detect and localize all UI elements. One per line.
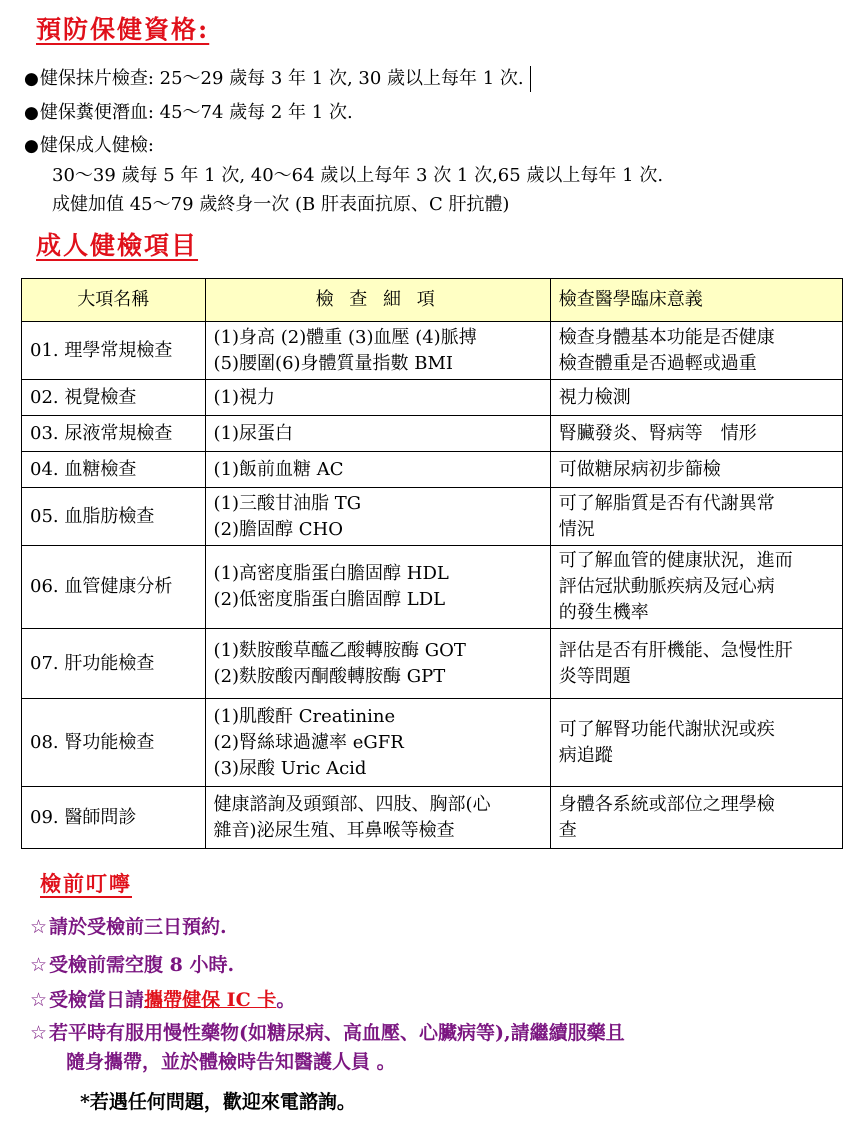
item-detail bbox=[205, 416, 550, 452]
reminder-text: 受檢當日請 bbox=[49, 989, 145, 1011]
detail-line: (1)身高 (2)體重 (3)血壓 (4)脈搏 bbox=[213, 326, 477, 348]
detail-line: 健康諮詢及頭頸部、四肢、胸部(心 bbox=[213, 793, 491, 815]
detail-line: (5)腰圍(6)身體質量指數 BMI bbox=[213, 352, 454, 374]
bullet-icon: ● bbox=[24, 69, 39, 89]
header-category: 大項名稱 bbox=[22, 279, 206, 322]
eligibility-line-text: 健保成人健檢: bbox=[39, 135, 154, 156]
item-category: 03. 尿液常規檢查 bbox=[22, 416, 206, 452]
meaning-line: 可了解脂質是否有代謝異常 bbox=[558, 492, 775, 514]
item-detail bbox=[205, 322, 550, 380]
reminder-medication bbox=[30, 1018, 625, 1045]
table-row bbox=[22, 452, 843, 488]
item-category: 06. 血管健康分析 bbox=[22, 546, 206, 629]
item-detail bbox=[205, 452, 550, 488]
item-category: 08. 腎功能檢查 bbox=[22, 699, 206, 787]
item-meaning bbox=[550, 546, 842, 629]
meaning-line: 查 bbox=[558, 819, 577, 841]
detail-line: (1)尿蛋白 bbox=[213, 422, 294, 444]
reminder-text: 受檢前需空腹 8 小時. bbox=[49, 954, 235, 976]
detail-line: (1)飯前血糖 AC bbox=[213, 458, 344, 480]
eligibility-addon: 成健加值 45～79 歲終身一次 (B 肝表面抗原、C 肝抗體) bbox=[52, 194, 510, 215]
table-row bbox=[22, 322, 843, 380]
header-meaning: 檢查醫學臨床意義 bbox=[550, 279, 842, 322]
table-row bbox=[22, 416, 843, 452]
text-cursor bbox=[530, 66, 531, 92]
meaning-line: 評估是否有肝機能、急慢性肝 bbox=[558, 639, 793, 661]
reminder-text: 若平時有服用慢性藥物(如糖尿病、高血壓、心臟病等),請繼續服藥且 bbox=[49, 1022, 625, 1044]
reminder-appointment bbox=[30, 912, 227, 939]
detail-line: (2)低密度脂蛋白膽固醇 LDL bbox=[213, 589, 446, 610]
item-meaning bbox=[550, 488, 842, 546]
table-row bbox=[22, 546, 843, 629]
eligibility-title: 預防保健資格: bbox=[36, 15, 210, 44]
detail-line: (2)麩胺酸丙酮酸轉胺酶 GPT bbox=[213, 665, 446, 687]
item-meaning bbox=[550, 416, 842, 452]
meaning-line: 可做糖尿病初步篩檢 bbox=[558, 458, 721, 480]
reminder-fasting bbox=[30, 950, 234, 977]
item-detail bbox=[205, 787, 550, 849]
table-row bbox=[22, 629, 843, 699]
item-detail bbox=[205, 699, 550, 787]
reminder-text: 請於受檢前三日預約. bbox=[49, 916, 227, 938]
meaning-line: 病追蹤 bbox=[558, 744, 613, 766]
meaning-line: 可了解血管的健康狀況，進而 bbox=[558, 550, 793, 571]
item-meaning bbox=[550, 699, 842, 787]
star-icon: ☆ bbox=[30, 989, 48, 1011]
detail-line: (1)高密度脂蛋白膽固醇 HDL bbox=[213, 563, 449, 584]
item-category: 07. 肝功能檢查 bbox=[22, 629, 206, 699]
meaning-line: 檢查體重是否過輕或過重 bbox=[558, 352, 757, 374]
item-category: 09. 醫師問診 bbox=[22, 787, 206, 849]
eligibility-pap-smear bbox=[24, 64, 531, 92]
table-header-row bbox=[22, 279, 843, 322]
item-meaning bbox=[550, 787, 842, 849]
reminders-title: 檢前叮嚀 bbox=[40, 871, 132, 896]
meaning-line: 情況 bbox=[558, 518, 595, 540]
item-meaning bbox=[550, 322, 842, 380]
reminder-emphasis: 攜帶健保 IC 卡 bbox=[144, 989, 277, 1011]
meaning-line: 檢查身體基本功能是否健康 bbox=[558, 326, 775, 348]
star-icon: ☆ bbox=[30, 954, 48, 976]
table-row bbox=[22, 787, 843, 849]
detail-line: (1)三酸甘油脂 TG bbox=[213, 492, 362, 514]
eligibility-adult-checkup bbox=[24, 131, 154, 157]
item-category: 01. 理學常規檢查 bbox=[22, 322, 206, 380]
detail-line: (1)視力 bbox=[213, 386, 276, 408]
detail-line: (1)麩胺酸草醯乙酸轉胺酶 GOT bbox=[213, 639, 466, 661]
meaning-line: 身體各系統或部位之理學檢 bbox=[558, 793, 775, 815]
item-meaning bbox=[550, 629, 842, 699]
detail-line: (1)肌酸酐 Creatinine bbox=[213, 705, 396, 727]
star-icon: ☆ bbox=[30, 1022, 48, 1044]
detail-line: (3)尿酸 Uric Acid bbox=[213, 757, 367, 779]
meaning-line: 腎臟發炎、腎病等 情形 bbox=[558, 422, 757, 444]
meaning-line: 評估冠狀動脈疾病及冠心病 bbox=[558, 576, 775, 597]
items-section-title: 成人健檢項目 bbox=[36, 231, 199, 260]
table-row bbox=[22, 488, 843, 546]
item-detail bbox=[205, 488, 550, 546]
star-icon: ☆ bbox=[30, 916, 48, 938]
reminder-text: 。 bbox=[276, 989, 296, 1011]
table-row bbox=[22, 699, 843, 787]
item-meaning bbox=[550, 380, 842, 416]
reminder-medication-cont: 隨身攜帶，並於體檢時告知醫護人員 。 bbox=[66, 1051, 396, 1073]
item-detail bbox=[205, 380, 550, 416]
eligibility-fecal-occult bbox=[24, 98, 353, 124]
meaning-line: 可了解腎功能代謝狀況或疾 bbox=[558, 718, 775, 740]
header-detail: 檢 查 細 項 bbox=[205, 279, 550, 322]
item-detail bbox=[205, 629, 550, 699]
item-category: 04. 血糖檢查 bbox=[22, 452, 206, 488]
meaning-line: 炎等問題 bbox=[558, 665, 631, 687]
item-detail bbox=[205, 546, 550, 629]
eligibility-line-text: 健保抹片檢查: 25～29 歲每 3 年 1 次, 30 歲以上每年 1 次. bbox=[39, 68, 524, 89]
detail-line: 雜音)泌尿生殖、耳鼻喉等檢查 bbox=[213, 819, 455, 841]
meaning-line: 視力檢測 bbox=[558, 386, 631, 408]
meaning-line: 的發生機率 bbox=[558, 602, 649, 623]
eligibility-line-text: 健保糞便潛血: 45～74 歲每 2 年 1 次. bbox=[39, 102, 353, 123]
table-row bbox=[22, 380, 843, 416]
bullet-icon: ● bbox=[24, 103, 39, 123]
item-meaning bbox=[550, 452, 842, 488]
contact-note: *若遇任何問題，歡迎來電諮詢。 bbox=[80, 1091, 356, 1113]
bullet-icon: ● bbox=[24, 136, 39, 156]
item-category: 02. 視覺檢查 bbox=[22, 380, 206, 416]
detail-line: (2)腎絲球過濾率 eGFR bbox=[213, 731, 404, 753]
checkup-items-table bbox=[21, 278, 843, 849]
eligibility-adult-frequency: 30～39 歲每 5 年 1 次, 40～64 歲以上每年 3 次 1 次,65 歲以上每年 1 次. bbox=[52, 165, 664, 186]
reminder-ic-card bbox=[30, 985, 295, 1012]
detail-line: (2)膽固醇 CHO bbox=[213, 518, 343, 540]
item-category: 05. 血脂肪檢查 bbox=[22, 488, 206, 546]
